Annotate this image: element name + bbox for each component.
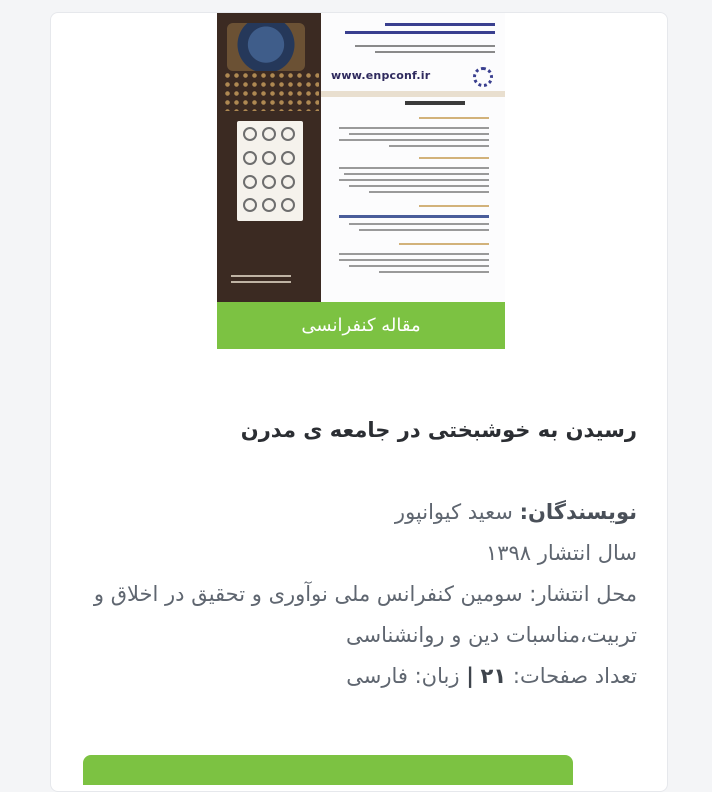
conference-logo-icon	[473, 67, 493, 87]
authors-label: نویسندگان:	[519, 500, 637, 524]
poster-text-line	[339, 259, 489, 261]
venue-label: محل انتشار:	[529, 582, 637, 606]
poster-text-line	[369, 191, 489, 193]
poster-text-line	[349, 133, 489, 135]
venue-row	[77, 574, 637, 656]
poster-text-line	[419, 205, 489, 207]
poster-text-line	[359, 229, 489, 231]
paper-card	[50, 12, 668, 792]
pages-label: تعداد صفحات:	[512, 664, 637, 688]
pages-language-row	[77, 656, 637, 697]
poster-pattern	[223, 71, 319, 111]
authors-row	[77, 492, 637, 533]
poster-text-line	[349, 185, 489, 187]
poster-text-line	[339, 167, 489, 169]
paper-metadata	[77, 492, 637, 697]
sponsor-logo-icon	[262, 151, 276, 165]
poster-text-line	[339, 253, 489, 255]
poster-text-line	[339, 179, 489, 181]
sponsor-logo-icon	[243, 175, 257, 189]
publication-year: سال انتشار ۱۳۹۸	[485, 541, 637, 565]
poster-section-heading	[405, 101, 465, 105]
sponsor-logo-icon	[281, 175, 295, 189]
meta-separator: |	[466, 664, 474, 688]
poster-contact-lines	[231, 275, 291, 287]
conference-poster-thumbnail[interactable]	[217, 13, 505, 349]
poster-text-line	[339, 127, 489, 129]
poster-text-line	[349, 265, 489, 267]
sponsor-logo-icon	[243, 198, 257, 212]
poster-text-line	[399, 243, 489, 245]
poster-title-line	[385, 23, 495, 26]
poster-text-panel	[321, 13, 505, 302]
sponsor-logo-icon	[262, 198, 276, 212]
poster-subtitle-line	[375, 51, 495, 53]
action-button[interactable]	[83, 755, 573, 785]
poster-dark-panel	[217, 13, 321, 302]
poster-url: www.enpconf.ir	[331, 69, 431, 82]
poster-sponsor-logos	[243, 127, 299, 217]
sponsor-logo-icon	[243, 127, 257, 141]
poster-subtitle-line	[355, 45, 495, 47]
poster-text-line	[349, 223, 489, 225]
language-label: زبان:	[414, 664, 460, 688]
poster-title-line	[345, 31, 495, 34]
poster-emblem	[227, 23, 305, 71]
paper-title[interactable]: رسیدن به خوشبختی در جامعه ی مدرن	[240, 418, 637, 442]
poster-text-line	[419, 157, 489, 159]
sponsor-logo-icon	[262, 127, 276, 141]
authors-value: سعید کیوانپور	[394, 500, 513, 524]
sponsor-logo-icon	[281, 198, 295, 212]
poster-text-line	[389, 145, 489, 147]
poster-text-line	[419, 117, 489, 119]
poster-text-line	[379, 271, 489, 273]
poster-text-line	[344, 173, 489, 175]
poster-text-line	[339, 139, 489, 141]
sponsor-logo-icon	[281, 127, 295, 141]
pages-value: ۲۱	[480, 664, 507, 688]
venue-value: سومین کنفرانس ملی نوآوری و تحقیق در اخلاق و تربیت،مناسبات دین و روانشناسی	[93, 582, 637, 647]
sponsor-logo-icon	[262, 175, 276, 189]
conference-paper-badge: مقاله کنفرانسی	[217, 302, 505, 349]
language-value: فارسی	[346, 664, 408, 688]
poster-text-line	[339, 215, 489, 218]
poster-divider-band	[321, 91, 505, 97]
sponsor-logo-icon	[243, 151, 257, 165]
sponsor-logo-icon	[281, 151, 295, 165]
